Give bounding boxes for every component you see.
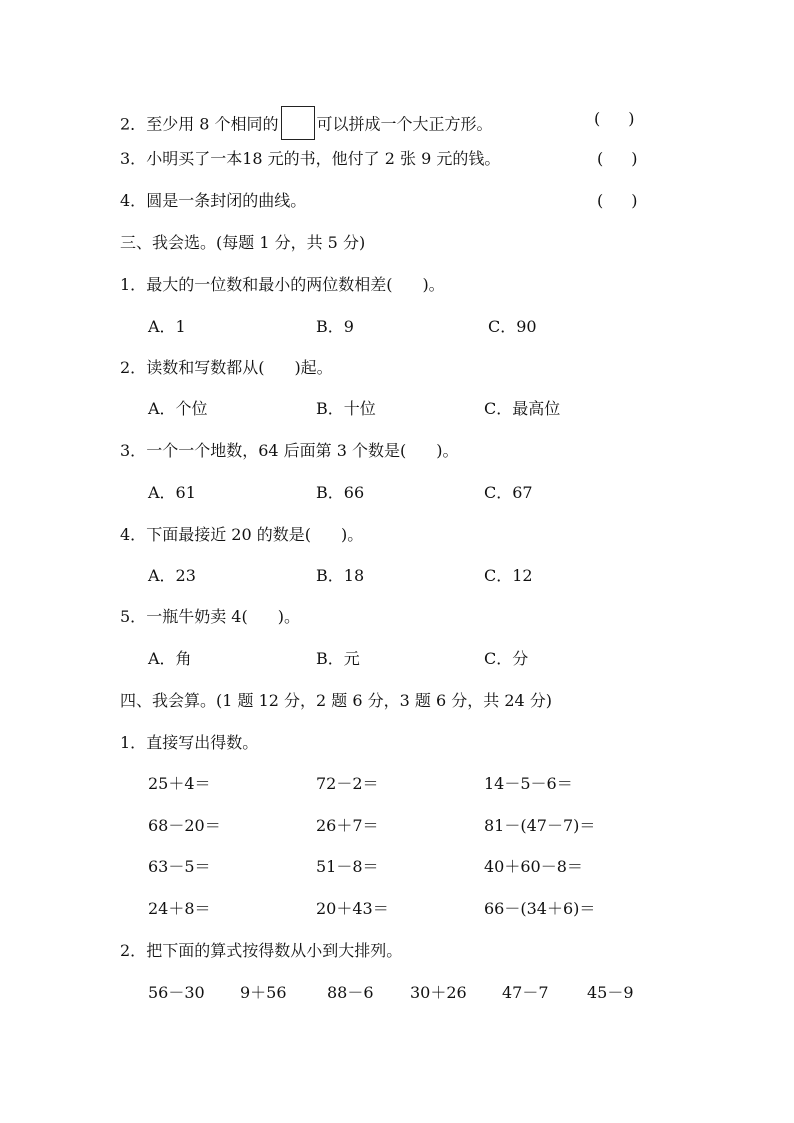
calc-expression[interactable]: 72－2＝ — [316, 774, 379, 793]
judge-item-4-answer-blank[interactable]: ( ) — [597, 191, 638, 210]
choice-question-5: 5．一瓶牛奶卖 4( )。 — [120, 607, 300, 626]
calc-expression[interactable]: 68－20＝ — [148, 816, 221, 835]
judge-item-2 — [120, 108, 493, 142]
judge-item-3-text: 小明买了一本18 元的书，他付了 2 张 9 元的钱。 — [146, 149, 501, 168]
option-c[interactable]: C．67 — [484, 483, 533, 502]
choice-question-4: 4．下面最接近 20 的数是( )。 — [120, 525, 364, 544]
option-b[interactable]: B．66 — [316, 483, 365, 502]
calc-question-1: 1．直接写出得数。 — [120, 733, 259, 752]
calc-expression[interactable]: 51－8＝ — [316, 857, 379, 876]
option-a[interactable]: A．23 — [148, 566, 196, 585]
section-3-title: 三、我会选。(每题 1 分，共 5 分) — [120, 233, 366, 252]
calc-question-2: 2．把下面的算式按得数从小到大排列。 — [120, 941, 403, 960]
judge-item-3-num: 3． — [120, 149, 147, 168]
sort-expression[interactable]: 88－6 — [327, 983, 374, 1002]
calc-expression[interactable]: 24＋8＝ — [148, 899, 211, 918]
option-b[interactable]: B．元 — [316, 649, 360, 668]
choice-question-2: 2．读数和写数都从( )起。 — [120, 358, 333, 377]
judge-item-2-answer-blank[interactable]: ( ) — [594, 109, 635, 128]
option-b[interactable]: B．十位 — [316, 399, 376, 418]
judge-item-4-text: 圆是一条封闭的曲线。 — [146, 191, 307, 210]
option-b[interactable]: B．9 — [316, 317, 354, 336]
judge-item-2-text-a: 至少用 8 个相同的 — [146, 114, 279, 134]
option-a[interactable]: A．61 — [148, 483, 196, 502]
calc-expression[interactable]: 25＋4＝ — [148, 774, 211, 793]
calc-expression[interactable]: 14－5－6＝ — [484, 774, 573, 793]
calc-expression[interactable]: 20＋43＝ — [316, 899, 389, 918]
sort-expression[interactable]: 56－30 — [148, 983, 205, 1002]
judge-item-4-num: 4． — [120, 191, 147, 210]
option-b[interactable]: B．18 — [316, 566, 365, 585]
option-a[interactable]: A．角 — [148, 649, 192, 668]
calc-expression[interactable]: 63－5＝ — [148, 857, 211, 876]
choice-question-3: 3．一个一个地数，64 后面第 3 个数是( )。 — [120, 441, 459, 460]
square-shape-icon — [281, 106, 315, 140]
sort-expression[interactable]: 45－9 — [587, 983, 634, 1002]
judge-item-2-num: 2． — [120, 114, 147, 134]
option-a[interactable]: A．1 — [148, 317, 186, 336]
calc-expression[interactable]: 81－(47－7)＝ — [484, 816, 596, 835]
option-a[interactable]: A．个位 — [148, 399, 208, 418]
judge-item-3-answer-blank[interactable]: ( ) — [597, 149, 638, 168]
section-4-title: 四、我会算。(1 题 12 分，2 题 6 分，3 题 6 分，共 24 分) — [120, 691, 553, 710]
choice-question-1: 1．最大的一位数和最小的两位数相差( )。 — [120, 275, 445, 294]
judge-item-3 — [120, 148, 500, 170]
sort-expression[interactable]: 47－7 — [502, 983, 549, 1002]
option-c[interactable]: C．90 — [488, 317, 537, 336]
calc-expression[interactable]: 26＋7＝ — [316, 816, 379, 835]
option-c[interactable]: C．最高位 — [484, 399, 561, 418]
sort-expression[interactable]: 30＋26 — [410, 983, 467, 1002]
judge-item-4 — [120, 190, 306, 212]
judge-item-2-text-b: 可以拼成一个大正方形。 — [316, 114, 493, 134]
option-c[interactable]: C．分 — [484, 649, 529, 668]
calc-expression[interactable]: 40＋60－8＝ — [484, 857, 583, 876]
sort-expression[interactable]: 9＋56 — [240, 983, 287, 1002]
calc-expression[interactable]: 66－(34＋6)＝ — [484, 899, 596, 918]
option-c[interactable]: C．12 — [484, 566, 533, 585]
